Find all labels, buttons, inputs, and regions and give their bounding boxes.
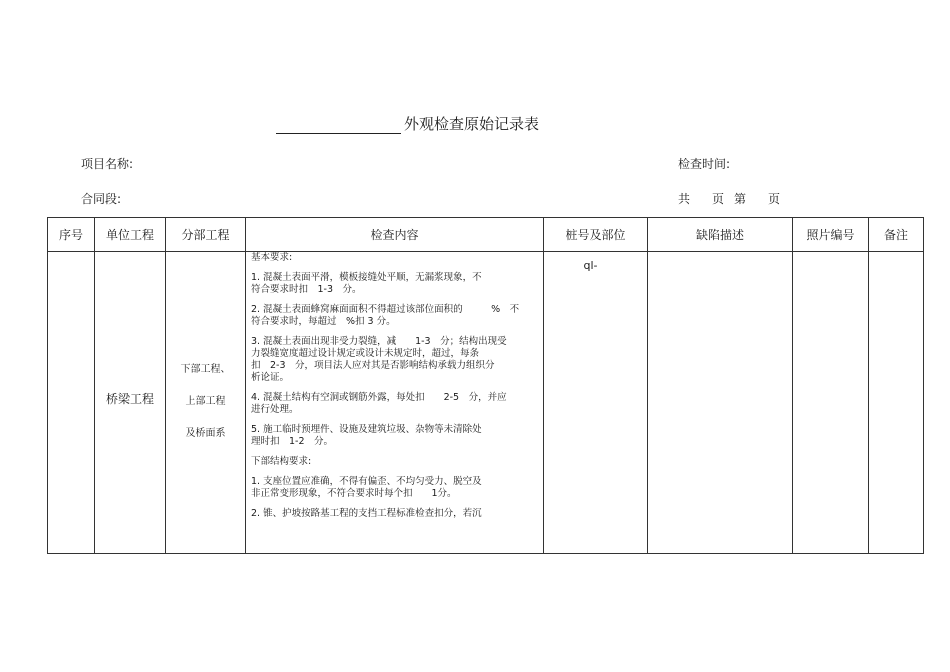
page-total-suffix: 页 [712,192,725,206]
cell-seq [48,252,95,554]
lower-structure-header: 下部结构要求: [251,456,312,467]
cell-pile [544,252,648,554]
inspection-time-label: 检查时间: [678,157,731,171]
page-current-prefix: 第 [734,192,747,206]
cell-defect [648,252,793,554]
page-info [678,190,780,207]
page-current-suffix: 页 [768,192,781,206]
cell-content [246,252,544,554]
col-header-photo: 照片编号 [793,218,869,252]
col-header-seq: 序号 [48,218,95,252]
col-header-content: 检查内容 [246,218,544,252]
requirement-item: 2. 锥、护坡按路基工程的支挡工程标准检查扣分，若沉 [251,508,482,519]
requirement-item: 5. 施工临时预埋件、设施及建筑垃圾、杂物等未清除处 理时扣 1-2 分。 [251,424,482,447]
inspection-content [246,252,543,520]
requirement-item: 3. 混凝土表面出现非受力裂缝，减 1-3 分；结构出现受 力裂缝宽度超过设计规定或设计未规定时，超过，每条 扣 2-3 分，项目法人应对其是否影响结构承载力组织分 析论证。 [251,336,507,383]
sub-project-line: 及桥面系 [185,428,226,439]
title-blank-line [276,118,401,134]
inspection-record-table [47,217,924,554]
requirement-item: 1. 混凝土表面平滑，模板接缝处平顺，无漏浆现象，不 符合要求时扣 1-3 分。 [251,272,482,295]
cell-remark [869,252,924,554]
sub-project-line: 上部工程 [185,396,226,407]
col-header-pile: 桩号及部位 [544,218,648,252]
col-header-defect: 缺陷描述 [648,218,793,252]
table-header-row [48,218,924,252]
cell-sub [166,252,246,554]
col-header-remark: 备注 [869,218,924,252]
cell-photo [793,252,869,554]
sub-project-line: 下部工程、 [180,364,231,375]
requirement-item: 1. 支座位置应准确，不得有偏歪、不均匀受力、脱空及 非正常变形现象，不符合要求时每个扣 1分。 [251,476,482,499]
page-total-prefix: 共 [678,192,691,206]
contract-section-label: 合同段: [81,192,122,206]
page-title: 外观检查原始记录表 [276,113,539,134]
col-header-unit: 单位工程 [95,218,166,252]
col-header-sub: 分部工程 [166,218,246,252]
requirement-item: 2. 混凝土表面蜂窝麻面面积不得超过该部位面积的 % 不 符合要求时，每超过 %扣 3 分。 [251,304,520,327]
requirement-item: 4. 混凝土结构有空洞或钢筋外露，每处扣 2-5 分，并应 进行处理。 [251,392,507,415]
pile-number: ql- [583,259,598,272]
unit-project-name: 桥梁工程 [105,392,154,406]
basic-requirements-header: 基本要求: [251,252,293,263]
cell-unit [95,252,166,554]
table-row [48,252,924,554]
project-name-label: 项目名称: [81,157,134,171]
